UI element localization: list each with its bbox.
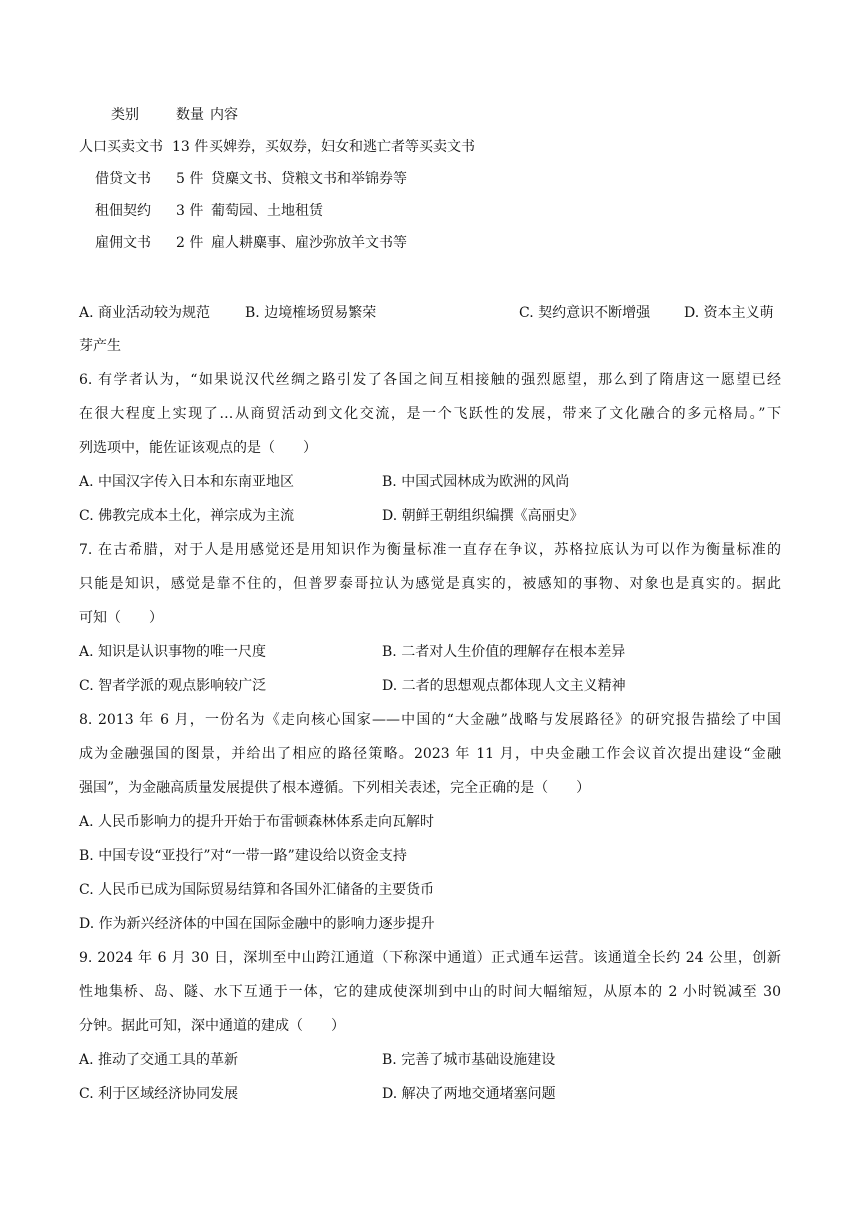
q7-option-d[interactable]: D. 二者的思想观点都体现人文主义精神: [382, 678, 626, 694]
table-cell-content: 雇人耕麋事、雇沙弥放羊文书等: [211, 235, 407, 251]
table-header-category: 类别: [111, 107, 139, 123]
table-cell-content: 葡萄园、土地租赁: [211, 203, 323, 219]
q8-option-a[interactable]: A. 人民币影响力的提升开始于布雷顿森林体系走向瓦解时: [79, 814, 435, 830]
q6-option-d[interactable]: D. 朝鲜王朝组织编撰《高丽史》: [382, 508, 584, 524]
q7-stem-line: 只能是知识，感觉是靠不住的，但普罗泰哥拉认为感觉是真实的，被感知的事物、对象也是真实的。据此: [79, 576, 781, 592]
table-cell-category: 租佃契约: [95, 203, 151, 219]
q7-stem-line: 7. 在古希腊，对于人是用感觉还是用知识作为衡量标准一直存在争议，苏格拉底认为可以作为衡量标准的: [79, 542, 781, 558]
q6-stem-line: 在很大程度上实现了…从商贸活动到文化交流，是一个飞跃性的发展，带来了文化融合的多元格局。”下: [79, 406, 781, 422]
table-cell-category: 雇佣文书: [95, 235, 151, 251]
q8-option-d[interactable]: D. 作为新兴经济体的中国在国际金融中的影响力逐步提升: [79, 916, 435, 932]
q9-option-a[interactable]: A. 推动了交通工具的革新: [79, 1052, 239, 1068]
q7-option-a[interactable]: A. 知识是认识事物的唯一尺度: [79, 644, 267, 660]
q9-option-c[interactable]: C. 利于区域经济协同发展: [79, 1086, 239, 1102]
q8-stem-line: 成为金融强国的图景，并给出了相应的路径策略。2023 年 11 月，中央金融工作会议首次提出建设“金融: [79, 746, 781, 762]
q7-stem-line: 可知（ ）: [79, 610, 163, 626]
q8-option-b[interactable]: B. 中国专设“亚投行”对“一带一路”建设给以资金支持: [79, 848, 407, 864]
table-cell-content: 买婢券，买奴券，妇女和逃亡者等买卖文书: [209, 139, 475, 155]
q6-option-a[interactable]: A. 中国汉字传入日本和东南亚地区: [79, 474, 295, 490]
q5-option-a[interactable]: A. 商业活动较为规范: [79, 305, 211, 321]
q5-option-d-continuation: 芽产生: [79, 338, 121, 354]
q6-option-b[interactable]: B. 中国式园林成为欧洲的风尚: [382, 474, 570, 490]
table-header-count: 数量: [176, 107, 204, 123]
q9-stem-line: 性地集桥、岛、隧、水下互通于一体，它的建成使深圳到中山的时间大幅缩短，从原本的 2 小时锐减至 30: [79, 984, 781, 1000]
q7-option-b[interactable]: B. 二者对人生价值的理解存在根本差异: [382, 644, 626, 660]
q6-stem-line: 6. 有学者认为，“如果说汉代丝绸之路引发了各国之间互相接触的强烈愿望，那么到了隋唐这一愿望已经: [79, 372, 781, 388]
q8-stem-line: 8. 2013 年 6 月，一份名为《走向核心国家——中国的“大金融”战略与发展路径》的研究报告描绘了中国: [79, 712, 781, 728]
table-cell-count: 3 件: [176, 203, 204, 219]
q5-option-c[interactable]: C. 契约意识不断增强: [519, 305, 651, 321]
q5-option-d[interactable]: D. 资本主义萌: [684, 305, 774, 321]
table-cell-count: 5 件: [176, 171, 204, 187]
table-cell-count: 13 件: [172, 139, 209, 155]
table-cell-count: 2 件: [176, 235, 204, 251]
q9-option-d[interactable]: D. 解决了两地交通堵塞问题: [382, 1086, 556, 1102]
q6-stem-line: 列选项中，能佐证该观点的是（ ）: [79, 440, 317, 456]
q9-stem-line: 9. 2024 年 6 月 30 日，深圳至中山跨江通道（下称深中通道）正式通车运营。该通道全长约 24 公里，创新: [79, 950, 781, 966]
q5-option-b[interactable]: B. 边境榷场贸易繁荣: [245, 305, 377, 321]
q8-stem-line: 强国”，为金融高质量发展提供了根本遵循。下列相关表述，完全正确的是（ ）: [79, 780, 591, 796]
q6-option-c[interactable]: C. 佛教完成本土化，禅宗成为主流: [79, 508, 295, 524]
table-cell-category: 借贷文书: [95, 171, 151, 187]
q7-option-c[interactable]: C. 智者学派的观点影响较广泛: [79, 678, 267, 694]
table-cell-category: 人口买卖文书: [79, 139, 163, 155]
q9-option-b[interactable]: B. 完善了城市基础设施建设: [382, 1052, 556, 1068]
table-cell-content: 贷麋文书、贷粮文书和举锦券等: [211, 171, 407, 187]
q9-stem-line: 分钟。据此可知，深中通道的建成（ ）: [79, 1018, 345, 1034]
q8-option-c[interactable]: C. 人民币已成为国际贸易结算和各国外汇储备的主要货币: [79, 882, 435, 898]
table-header-content: 内容: [210, 107, 238, 123]
